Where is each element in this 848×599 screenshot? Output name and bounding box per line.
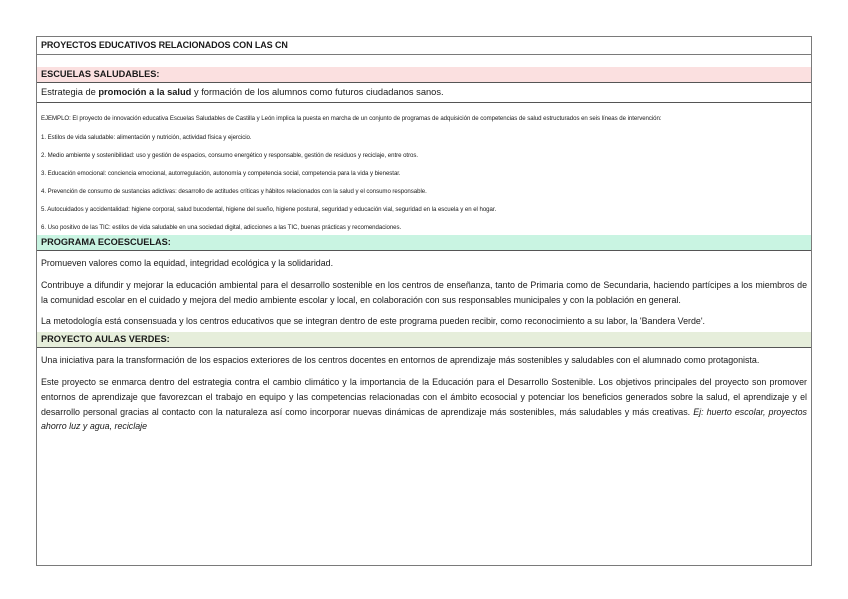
escuelas-example: EJEMPLO: El proyecto de innovación educativa Escuelas Saludables de Castilla y León implica la puesta en marcha de un conjunto de programas de adquisición de competencias de salud estructurados en seis líneas de intervención: [41,115,662,122]
section-heading-ecoescuelas: PROGRAMA ECOESCUELAS: [37,235,811,251]
list-item: 5. Autocuidados y accidentalidad: higiene corporal, salud bucodental, higiene del sueño, higiene postural, seguridad y educación vial, seguridad en la escuela y en el hogar. [41,206,497,213]
section-heading-escuelas: ESCUELAS SALUDABLES: [37,67,811,83]
lead-bold: promoción a la salud [98,87,192,97]
lead-post: y formación de los alumnos como futuros ciudadanos sanos. [191,87,444,97]
aulas-paragraph: Una iniciativa para la transformación de los espacios exteriores de los centros docentes en entornos de aprendizaje más sostenibles y saludables con el alumnado como protagonista. [41,355,760,366]
list-item: 6. Uso positivo de las TIC: estilos de vida saludable en una sociedad digital, adicciones a las TIC, buenas prácticas y recomendaciones. [41,224,402,231]
document-frame [36,36,812,566]
list-item: 1. Estilos de vida saludable: alimentación y nutrición, actividad física y ejercicio. [41,134,252,141]
aulas-paragraph-text: Este proyecto se enmarca dentro del estrategia contra el cambio climático y la importancia de la Educación para el Desarrollo Sostenible. Los objetivos principales del proyecto son promover entornos de aprendizaje que favorezcan el trabajo en equipo y las competencias relacionadas con el ámbito ecosocial y potenciar los beneficios generados sobre la salud, el aprendizaje y el desarrollo personal gracias al contacto con la naturaleza así como incorporar nuevas dinámicas de aprendizaje más sostenibles, más saludables y más creativas. [41,376,807,417]
ecoescuelas-paragraph: Contribuye a difundir y mejorar la educación ambiental para el desarrollo sostenible en los centros de enseñanza, tanto de Primaria como de Secundaria, haciendo partícipes a los miembros de la comunidad escolar en el cuidado y mejora del medio ambiente escolar y local, en colaboración con sus responsables municipales y con la población en general. [41,279,807,305]
section-heading-aulas: PROYECTO AULAS VERDES: [37,332,811,348]
spacer [37,55,811,67]
aulas-example: Ej: huerto escolar, proyectos ahorro luz y agua, reciclaje [41,406,807,432]
lead-pre: Estrategia de [41,87,99,97]
aulas-paragraph [37,371,811,437]
ecoescuelas-paragraph: Promueven valores como la equidad, integridad ecológica y la solidaridad. [41,258,334,268]
escuelas-lead [37,83,811,103]
list-item: 4. Prevención de consumo de sustancias adictivas: desarrollo de actitudes críticas y hábitos relacionados con la salud y el consumo responsable. [41,188,427,195]
list-item: 2. Medio ambiente y sostenibilidad: uso y gestión de espacios, consumo energético y responsable, gestión de residuos y reciclaje, entre otros. [41,152,419,159]
ecoescuelas-paragraph: La metodología está consensuada y los centros educativos que se integran dentro de este programa pueden recibir, como reconocimiento a su labor, la 'Bandera Verde'. [41,316,706,327]
list-item: 3. Educación emocional: conciencia emocional, autorregulación, autonomía y competencia social, competencia para la vida y bienestar. [41,170,401,177]
page-title: PROYECTOS EDUCATIVOS RELACIONADOS CON LAS CN [37,37,811,55]
